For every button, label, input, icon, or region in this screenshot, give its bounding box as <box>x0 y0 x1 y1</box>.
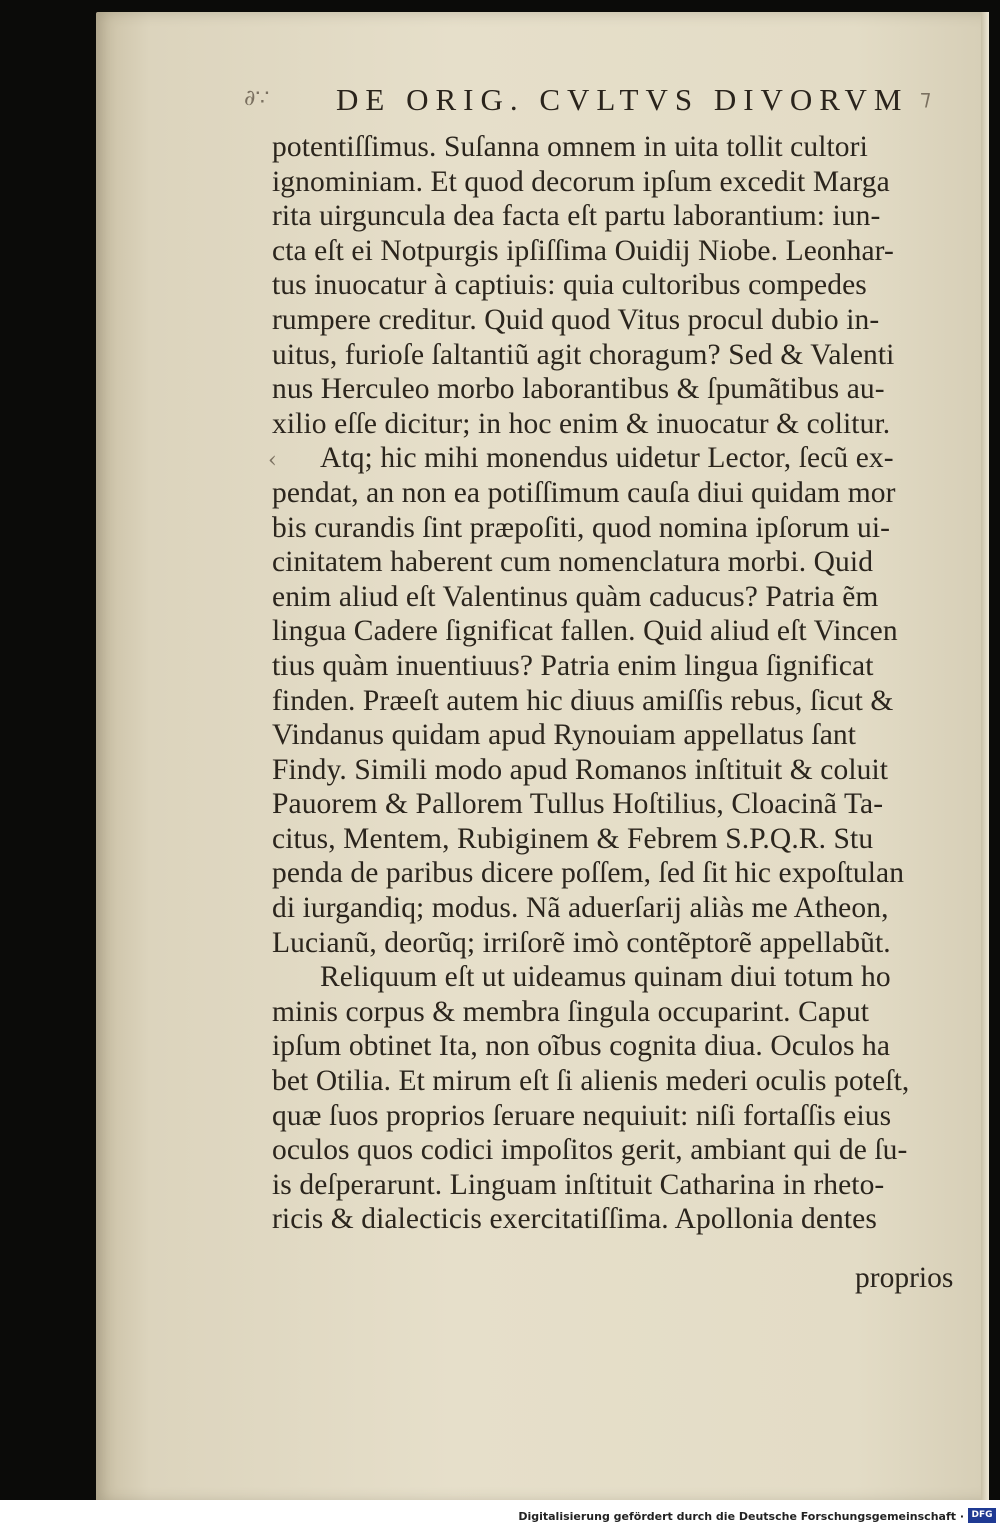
dfg-logo: DFG <box>968 1508 996 1523</box>
footer-bar <box>0 1500 1000 1532</box>
text-line: enim aliud eſt Valentinus quàm caducus? Patria ẽm <box>272 580 879 613</box>
text-line: cinitatem haberent cum nomenclatura morbi. Quid <box>272 546 874 579</box>
catchword: proprios <box>855 1262 954 1294</box>
text-line: minis corpus & membra ſingula occuparint. Caput <box>272 995 870 1028</box>
body-text <box>272 130 972 1237</box>
footer-credit: Digitalisierung gefördert durch die Deutsche Forschungsgemeinschaft · <box>518 1510 964 1523</box>
text-line: Lucianũ, deorũq; irriſorẽ imò contẽptorẽ appellabũt. <box>272 926 891 959</box>
text-line: is deſperarunt. Linguam inſtituit Catharina in rheto- <box>272 1168 885 1201</box>
text-line: cta eſt ei Notpurgis ipſiſſima Ouidij Niobe. Leonhar- <box>272 234 894 267</box>
running-head: DE ORIG. CVLTVS DIVORVM <box>336 82 909 117</box>
text-line: finden. Præeſt autem hic diuus amiſſis rebus, ſicut & <box>272 684 894 717</box>
text-line: ignominiam. Et quod decorum ipſum excedit Marga <box>272 165 890 198</box>
text-line: lingua Cadere ſignificat fallen. Quid aliud eſt Vincen <box>272 615 898 648</box>
text-line: bis curandis ſint præpoſiti, quod nomina ipſorum ui- <box>272 511 891 544</box>
text-line: tus inuocatur à captiuis: quia cultoribus compedes <box>272 269 867 302</box>
text-line: Pauorem & Pallorem Tullus Hoſtilius, Cloacinã Ta- <box>272 788 884 821</box>
text-line: rumpere creditur. Quid quod Vitus procul dubio in- <box>272 303 880 336</box>
page-edge <box>981 12 989 1500</box>
text-line: Reliquum eſt ut uideamus quinam diui totum ho <box>320 961 891 994</box>
text-line: potentiſſimus. Suſanna omnem in uita tollit cultori <box>272 131 868 163</box>
text-line: rita uirguncula dea facta eſt partu laborantium: iun- <box>272 200 881 233</box>
text-line: Findy. Simili modo apud Romanos inſtituit & coluit <box>272 753 889 786</box>
text-line: penda de paribus dicere poſſem, ſed ſit hic expoſtulan <box>272 857 905 890</box>
text-line: oculos quos codici impoſitos gerit, ambiant qui de ſu- <box>272 1134 908 1167</box>
margin-speck: ‹ <box>268 448 277 473</box>
text-line: pendat, an non ea potiſſimum cauſa diui quidam mor <box>272 476 896 509</box>
text-line: citus, Mentem, Rubiginem & Febrem S.P.Q.R. Stu <box>272 822 874 855</box>
margin-speck: ⁊ <box>920 86 931 111</box>
text-line: di iurgandiq; modus. Nã aduerſarij aliàs me Atheon, <box>272 892 889 925</box>
text-line: ricis & dialecticis exercitatiſſima. Apollonia dentes <box>272 1203 877 1236</box>
text-line: ipſum obtinet Ita, non oĩbus cognita diua. Oculos ha <box>272 1030 891 1063</box>
text-line: Atq; hic mihi monendus uidetur Lector, ſecũ ex- <box>320 442 894 475</box>
text-line: uitus, furioſe ſaltantiũ agit choragum? Sed & Valenti <box>272 338 895 371</box>
text-line: nus Herculeo morbo laborantibus & ſpumãtibus au- <box>272 373 885 406</box>
margin-speck: ∂∵ <box>244 86 270 111</box>
text-line: Vindanus quidam apud Rynouiam appellatus ſant <box>272 719 857 752</box>
text-line: quæ ſuos proprios ſeruare nequiuit: niſi fortaſſis eius <box>272 1099 892 1132</box>
text-line: xilio eſſe dicitur; in hoc enim & inuocatur & colitur. <box>272 407 891 440</box>
text-line: tius quàm inuentiuus? Patria enim lingua ſignificat <box>272 649 874 682</box>
text-line: bet Otilia. Et mirum eſt ſi alienis mederi oculis poteſt, <box>272 1065 910 1098</box>
